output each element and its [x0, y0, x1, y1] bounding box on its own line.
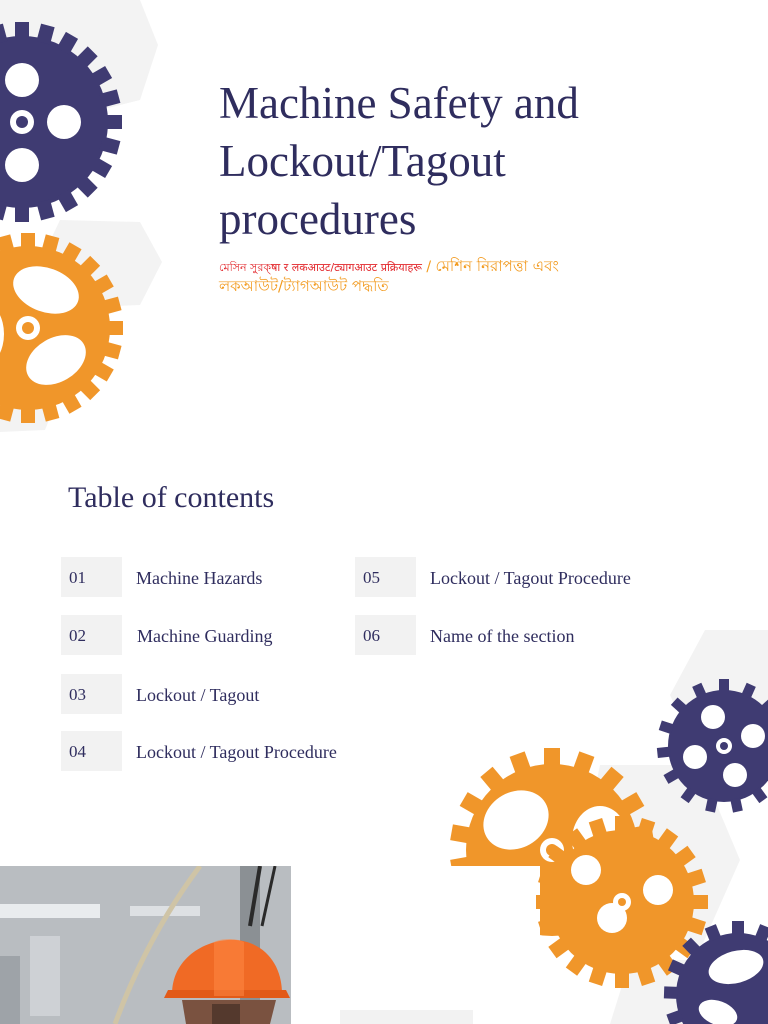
toc-label: Machine Hazards [136, 568, 263, 588]
toc-label: Lockout / Tagout [136, 685, 260, 705]
subtitle [219, 257, 619, 297]
subtitle-nepali: মেসিন সুরক্षा र लकआउट/ट्यागआउट प्रक्रियाहरू [219, 261, 422, 274]
toc-number: 05 [355, 557, 416, 597]
toc-number: 02 [61, 615, 122, 655]
subtitle-bengali: মেশিন নিরাপত্তা এবং লকআউট/ট্যাগআউট পদ্ধতি [219, 257, 559, 295]
title-line-2: Lockout/Tagout [219, 136, 506, 186]
toc-number: 01 [61, 557, 122, 597]
bottom-strip [340, 1010, 473, 1024]
page-title [219, 74, 679, 248]
toc-number: 04 [61, 731, 122, 771]
toc-label: Machine Guarding [137, 626, 273, 646]
subtitle-separator: / [421, 259, 436, 275]
toc-label: Lockout / Tagout Procedure [430, 568, 631, 588]
toc-label: Name of the section [430, 626, 575, 646]
hardhat-worker-photo [0, 866, 291, 1024]
title-line-3: procedures [219, 194, 417, 244]
title-line-1: Machine Safety and [219, 78, 579, 128]
toc-number: 03 [61, 674, 122, 714]
toc-label: Lockout / Tagout Procedure [136, 742, 337, 762]
toc-heading: Table of contents [68, 481, 275, 514]
toc-number: 06 [355, 615, 416, 655]
